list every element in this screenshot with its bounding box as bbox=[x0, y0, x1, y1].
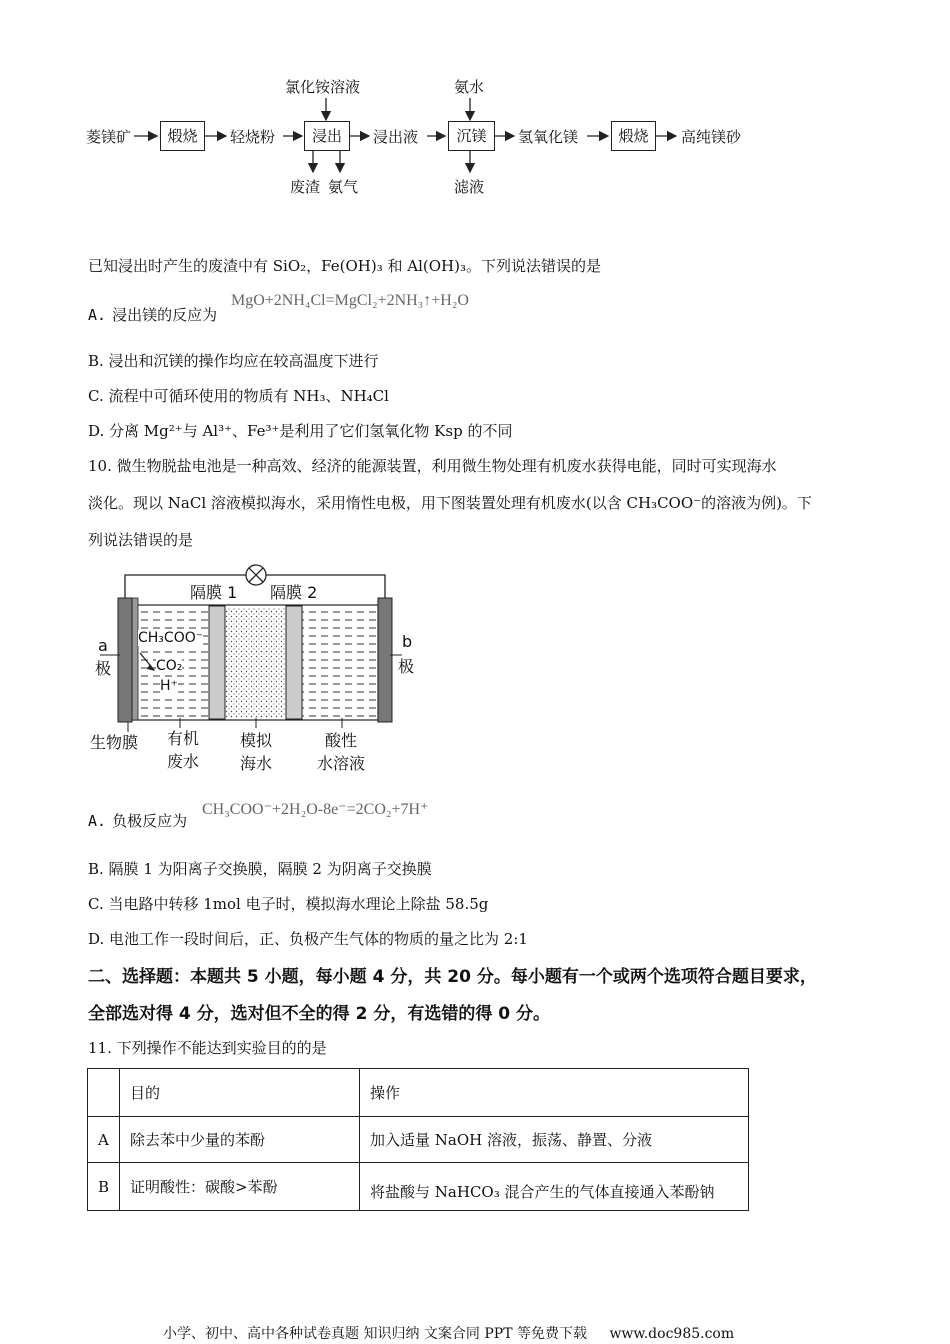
flow-calcine-box-1: 煅烧 bbox=[160, 121, 205, 151]
flow-leach-box: 浸出 bbox=[304, 121, 350, 151]
acidic-solution-label-2: 水溶液 bbox=[317, 754, 366, 773]
electrode-b bbox=[378, 598, 392, 722]
acidic-solution-label-1: 酸性 bbox=[325, 731, 358, 750]
flow-product: 高纯镁砂 bbox=[681, 128, 742, 146]
species-acetate: CH₃COO⁻ bbox=[138, 630, 204, 646]
table-row bbox=[88, 1163, 749, 1211]
q10-option-a bbox=[88, 810, 187, 831]
q9-option-d: D. 分离 Mg²⁺与 Al³⁺、Fe³⁺是利用了它们氢氧化物 Ksp 的不同 bbox=[88, 422, 513, 440]
species-h-plus: H⁺ bbox=[160, 678, 178, 694]
seawater-chamber bbox=[226, 608, 286, 718]
flow-precipitate-box: 沉镁 bbox=[448, 121, 495, 151]
table-header-row bbox=[88, 1069, 749, 1117]
q10-option-a-text: 负极反应为 bbox=[112, 812, 188, 830]
q10-option-d: D. 电池工作一段时间后，正、负极产生气体的物质的量之比为 2:1 bbox=[88, 930, 528, 948]
flow-calcine-box-2: 煅烧 bbox=[611, 121, 656, 151]
footer bbox=[163, 1323, 734, 1343]
q9-option-c: C. 流程中可循环使用的物质有 NH₃、NH₄Cl bbox=[88, 387, 389, 405]
table-header-blank bbox=[88, 1069, 120, 1117]
table-row-label: A bbox=[88, 1117, 120, 1163]
section-2-heading-line2: 全部选对得 4 分，选对但不全的得 2 分，有选错的得 0 分。 bbox=[88, 1004, 550, 1024]
table-header-purpose: 目的 bbox=[120, 1069, 360, 1117]
flow-raw-material: 菱镁矿 bbox=[86, 128, 132, 146]
footer-url[interactable]: www.doc985.com bbox=[609, 1326, 735, 1342]
organic-wastewater-label-2: 废水 bbox=[167, 752, 200, 771]
membrane-1-label: 隔膜 1 bbox=[190, 583, 238, 602]
electrode-b-label-2: 极 bbox=[398, 657, 415, 676]
q10-option-a-formula: CH₃COO⁻+2H₂O-8e⁻=2CO₂+7H⁺ bbox=[202, 801, 429, 818]
species-co2: CO₂ bbox=[156, 658, 183, 674]
membrane-1 bbox=[209, 606, 225, 719]
q9-stem: 已知浸出时产生的废渣中有 SiO₂，Fe(OH)₃ 和 Al(OH)₃。下列说法错误的是 bbox=[88, 257, 601, 275]
q10-option-b: B. 隔膜 1 为阳离子交换膜，隔膜 2 为阴离子交换膜 bbox=[88, 860, 432, 878]
flow-filtrate: 滤液 bbox=[454, 178, 485, 196]
q10-stem-line3: 列说法错误的是 bbox=[88, 531, 194, 549]
organic-wastewater-label-1: 有机 bbox=[167, 729, 200, 748]
q9-option-a-text: 浸出镁的反应为 bbox=[112, 306, 218, 324]
section-2-heading-line1: 二、选择题：本题共 5 小题，每小题 4 分，共 20 分。每小题有一个或两个选项符合题目要求， bbox=[88, 967, 817, 987]
flow-waste-residue: 废渣 bbox=[290, 178, 321, 196]
acidic-solution-chamber bbox=[302, 608, 376, 718]
electrode-b-label: b bbox=[402, 632, 413, 651]
table-row-label: B bbox=[88, 1163, 120, 1211]
flow-ammonia-gas: 氨气 bbox=[328, 178, 359, 196]
electrode-a-label: a bbox=[98, 636, 108, 655]
q9-option-a-label: A. bbox=[88, 306, 107, 324]
q11-table bbox=[87, 1068, 749, 1211]
table-row bbox=[88, 1117, 749, 1163]
electrode-a bbox=[118, 598, 132, 722]
table-header-operation: 操作 bbox=[360, 1069, 749, 1117]
q10-stem-line2: 淡化。现以 NaCl 溶液模拟海水，采用惰性电极，用下图装置处理有机废水(以含 CH₃COO⁻的溶液为例)。下 bbox=[88, 494, 812, 512]
q11-stem: 11. 下列操作不能达到实验目的的是 bbox=[88, 1039, 327, 1057]
q9-option-a-formula: MgO+2NH₄Cl=MgCl₂+2NH₃↑+H₂O bbox=[231, 292, 469, 309]
biofilm-layer bbox=[132, 598, 138, 720]
biofilm-label: 生物膜 bbox=[90, 733, 139, 752]
table-row-operation: 将盐酸与 NaHCO₃ 混合产生的气体直接通入苯酚钠 bbox=[360, 1163, 749, 1211]
flow-magnesium-hydroxide: 氢氧化镁 bbox=[518, 128, 579, 146]
flow-reagent-ammonium-chloride: 氯化铵溶液 bbox=[285, 78, 361, 96]
table-row-purpose: 证明酸性：碳酸>苯酚 bbox=[120, 1163, 360, 1211]
footer-text: 小学、初中、高中各种试卷真题 知识归纳 文案合同 PPT 等免费下载 bbox=[163, 1326, 587, 1342]
flow-light-powder: 轻烧粉 bbox=[230, 128, 276, 146]
seawater-label-1: 模拟 bbox=[240, 731, 273, 750]
q10-option-a-label: A. bbox=[88, 812, 107, 830]
q10-option-c: C. 当电路中转移 1mol 电子时，模拟海水理论上除盐 58.5g bbox=[88, 895, 489, 913]
seawater-label-2: 海水 bbox=[240, 754, 273, 773]
flow-leach-liquid: 浸出液 bbox=[373, 128, 419, 146]
electrode-a-label-2: 极 bbox=[95, 659, 112, 678]
table-row-operation: 加入适量 NaOH 溶液，振荡、静置、分液 bbox=[360, 1117, 749, 1163]
q10-stem-line1: 10. 微生物脱盐电池是一种高效、经济的能源装置，利用微生物处理有机废水获得电能，同时可实现海水 bbox=[88, 457, 777, 475]
membrane-2-label: 隔膜 2 bbox=[270, 583, 318, 602]
table-row-purpose: 除去苯中少量的苯酚 bbox=[120, 1117, 360, 1163]
flow-reagent-ammonia-water: 氨水 bbox=[454, 78, 485, 96]
q9-option-b: B. 浸出和沉镁的操作均应在较高温度下进行 bbox=[88, 352, 379, 370]
membrane-2 bbox=[286, 606, 302, 719]
q9-option-a bbox=[88, 304, 217, 325]
